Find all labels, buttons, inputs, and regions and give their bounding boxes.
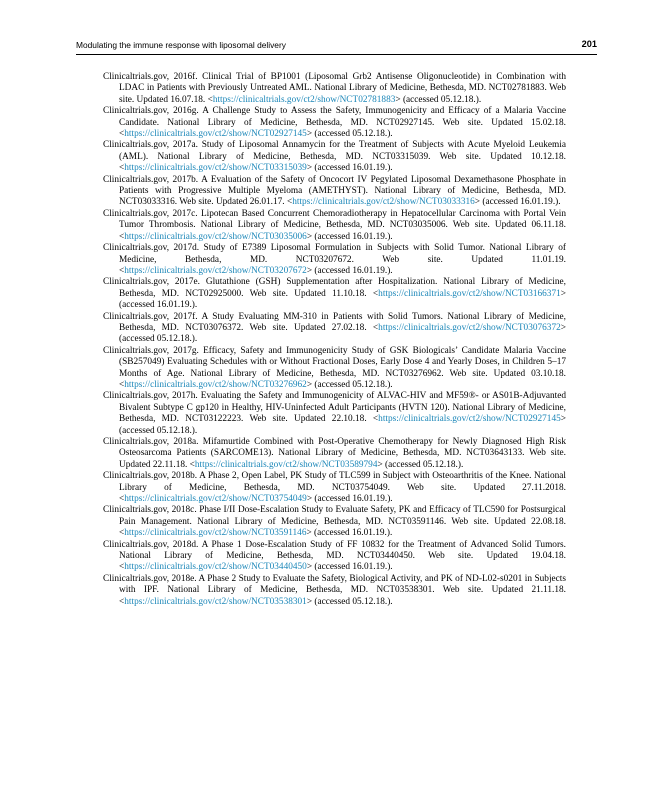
reference-url-link[interactable]: https://clinicaltrials.gov/ct2/show/NCT03440450 xyxy=(124,562,307,573)
reference-item xyxy=(103,437,566,471)
reference-item xyxy=(103,209,566,243)
reference-text: Clinicaltrials.gov, 2016f. Clinical Trial of BP1001 (Liposomal Grb2 Antisense Oligonucleotide) in Combination with LDAC in Patients with Previously Untreated AML. National Library of Medicine, Bethesda, MD. NCT02781883. Web site. Updated 16.07.18. < xyxy=(103,72,566,105)
reference-item xyxy=(103,277,566,311)
reference-text: Clinicaltrials.gov, 2017e. Glutathione (GSH) Supplementation after Hospitalization. National Library of Medicine, Bethesda, MD. NCT02925000. Web site. Updated 11.10.18. < xyxy=(103,277,566,299)
reference-accessed: > (accessed 16.01.19.). xyxy=(306,494,393,505)
reference-url-link[interactable]: https://clinicaltrials.gov/ct2/show/NCT03207672 xyxy=(124,265,307,276)
reference-item xyxy=(103,243,566,277)
reference-accessed: > (accessed 16.01.19.). xyxy=(306,231,393,242)
reference-accessed: > (accessed 05.12.18.). xyxy=(119,322,566,345)
reference-accessed: > (accessed 16.01.19.). xyxy=(306,528,393,539)
reference-url-link[interactable]: https://clinicaltrials.gov/ct2/show/NCT03589794 xyxy=(194,459,378,470)
reference-item xyxy=(103,106,566,140)
reference-accessed: > (accessed 05.12.18.). xyxy=(306,379,393,390)
reference-url-link[interactable]: https://clinicaltrials.gov/ct2/show/NCT03754049 xyxy=(124,494,307,505)
reference-text: Clinicaltrials.gov, 2017g. Efficacy, Safety and Immunogenicity Study of GSK Biologicals’ Candidate Malaria Vaccine (SB257049) Evaluating Schedules with or Without Fractional Doses, Early Dose 4 and Yearly Doses, in Children 5–17 Months of Age. National Library of Medicine, Bethesda, MD. NCT03276962. Web site. Updated 03.10.18. < xyxy=(103,345,566,390)
reference-url-link[interactable]: https://clinicaltrials.gov/ct2/show/NCT03276962 xyxy=(124,379,307,390)
reference-text: Clinicaltrials.gov, 2017a. Study of Liposomal Annamycin for the Treatment of Subjects with Acute Myeloid Leukemia (AML). National Library of Medicine, Bethesda, MD. NCT03315039. Web site. Updated 10.12.18. < xyxy=(103,140,566,174)
reference-text: Clinicaltrials.gov, 2018b. A Phase 2, Open Label, PK Study of TLC599 in Subject with Osteoarthritis of the Knee. National Library of Medicine, Bethesda, MD. NCT03754049. Web site. Updated 27.11.2018. < xyxy=(103,471,566,505)
reference-text: Clinicaltrials.gov, 2017h. Evaluating the Safety and Immunogenicity of ALVAC-HIV and MF59®- or AS01B-Adjuvanted Bivalent Subtype C gp120 in Healthy, HIV-Uninfected Adult Participants (HVTN 120). National Library of Medicine, Bethesda, MD. NCT03122223. Web site. Updated 22.10.18. < xyxy=(103,391,566,425)
reference-item xyxy=(103,312,566,346)
reference-accessed: > (accessed 16.01.19.). xyxy=(306,562,393,573)
reference-item xyxy=(103,471,566,505)
running-title: Modulating the immune response with liposomal delivery xyxy=(76,40,286,50)
reference-text: Clinicaltrials.gov, 2017b. A Evaluation of the Safety of Oncocort IV Pegylated Liposomal Dexamethasone Phosphate in Patients with Progressive Multiple Myeloma (AMETHYST). National Library of Medicine, Bethesda, MD. NCT03033316. Web site. Updated 26.01.17. < xyxy=(103,174,566,208)
reference-accessed: > (accessed 05.12.18.). xyxy=(306,596,393,607)
reference-url-link[interactable]: https://clinicaltrials.gov/ct2/show/NCT03315039 xyxy=(124,163,307,174)
reference-item xyxy=(103,72,566,106)
reference-url-link[interactable]: https://clinicaltrials.gov/ct2/show/NCT03076372 xyxy=(378,322,561,333)
reference-accessed: > (accessed 05.12.18.). xyxy=(395,94,482,105)
reference-accessed: > (accessed 05.12.18.). xyxy=(119,414,566,436)
page-number: 201 xyxy=(581,39,597,49)
reference-item xyxy=(103,574,566,608)
reference-accessed: > (accessed 16.01.19.). xyxy=(119,288,566,311)
reference-item xyxy=(103,346,566,392)
reference-url-link[interactable]: https://clinicaltrials.gov/ct2/show/NCT02927145 xyxy=(124,129,307,140)
reference-item xyxy=(103,540,566,574)
reference-text: Clinicaltrials.gov, 2016g. A Challenge Study to Assess the Safety, Immunogenicity and Efficacy of a Malaria Vaccine Candidate. National Library of Medicine, Bethesda, MD. NCT02927145. Web site. Updated 15.02.18. < xyxy=(103,106,566,140)
reference-url-link[interactable]: https://clinicaltrials.gov/ct2/show/NCT03035006 xyxy=(124,231,307,242)
reference-accessed: > (accessed 16.01.19.). xyxy=(306,163,393,174)
reference-text: Clinicaltrials.gov, 2018c. Phase I/II Dose-Escalation Study to Evaluate Safety, PK and Efficacy of TLC590 for Postsurgical Pain Management. National Library of Medicine, Bethesda, MD. NCT03591146. Web site. Updated 22.08.18. < xyxy=(103,505,566,539)
reference-item xyxy=(103,505,566,539)
reference-item xyxy=(103,391,566,437)
running-header xyxy=(76,38,597,55)
reference-item xyxy=(103,175,566,209)
reference-accessed: > (accessed 16.01.19.). xyxy=(474,197,561,208)
reference-url-link[interactable]: https://clinicaltrials.gov/ct2/show/NCT02781883 xyxy=(212,94,396,105)
reference-accessed: > (accessed 05.12.18.). xyxy=(306,129,393,140)
reference-text: Clinicaltrials.gov, 2017d. Study of E7389 Liposomal Formulation in Subjects with Solid Tumor. National Library of Medicine, Bethesda, MD. NCT03207672. Web site. Updated 11.01.19. < xyxy=(103,243,566,276)
reference-item xyxy=(103,140,566,174)
reference-url-link[interactable]: https://clinicaltrials.gov/ct2/show/NCT03591146 xyxy=(124,528,307,539)
reference-text: Clinicaltrials.gov, 2017f. A Study Evaluating MM-310 in Patients with Solid Tumors. National Library of Medicine, Bethesda, MD. NCT03076372. Web site. Updated 27.02.18. < xyxy=(103,311,566,333)
reference-url-link[interactable]: https://clinicaltrials.gov/ct2/show/NCT03166371 xyxy=(378,288,561,299)
reference-text: Clinicaltrials.gov, 2018d. A Phase 1 Dose-Escalation Study of FF 10832 for the Treatment of Advanced Solid Tumors. National Library of Medicine, Bethesda, MD. NCT03440450. Web site. Updated 19.04.18. < xyxy=(103,539,566,573)
reference-url-link[interactable]: https://clinicaltrials.gov/ct2/show/NCT03538301 xyxy=(124,596,307,607)
reference-text: Clinicaltrials.gov, 2017c. Lipotecan Based Concurrent Chemoradiotherapy in Hepatocellular Carcinoma with Portal Vein Tumor Thrombosis. National Library of Medicine, Bethesda, MD. NCT03035006. Web site. Updated 06.11.18. < xyxy=(103,208,566,242)
reference-url-link[interactable]: https://clinicaltrials.gov/ct2/show/NCT03033316 xyxy=(292,197,475,208)
reference-list xyxy=(103,72,566,608)
reference-url-link[interactable]: https://clinicaltrials.gov/ct2/show/NCT02927145 xyxy=(378,414,561,425)
reference-text: Clinicaltrials.gov, 2018e. A Phase 2 Study to Evaluate the Safety, Biological Activity, and PK of ND-L02-s0201 in Subjects with IPF. National Library of Medicine, Bethesda, MD. NCT03538301. Web site. Updated 21.11.18. < xyxy=(103,573,566,607)
reference-accessed: > (accessed 05.12.18.). xyxy=(377,459,464,470)
reference-accessed: > (accessed 16.01.19.). xyxy=(306,265,393,276)
reference-text: Clinicaltrials.gov, 2018a. Mifamurtide Combined with Post-Operative Chemotherapy for Newly Diagnosed High Risk Osteosarcoma Patients (SARCOME13). National Library of Medicine, Bethesda, MD. NCT03643133. Web site. Updated 22.11.18. < xyxy=(103,437,566,470)
